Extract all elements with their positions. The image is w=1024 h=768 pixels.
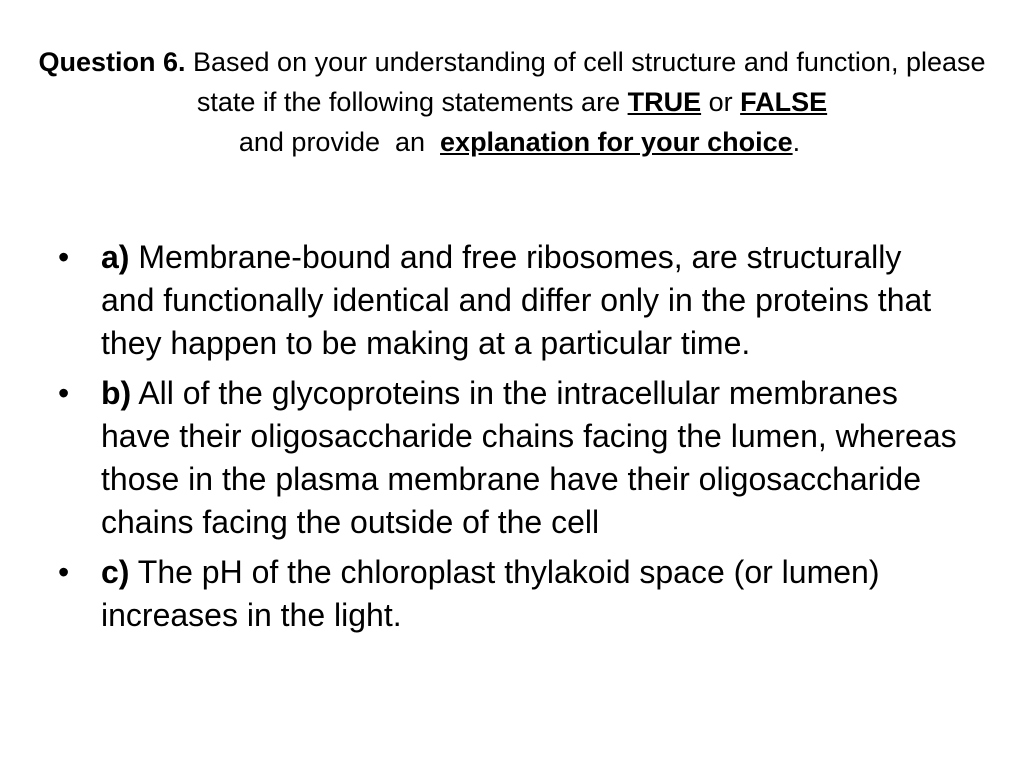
question-heading [30,42,994,162]
statement-a [58,236,958,365]
question-text-part-1: Based on your understanding of cell structure and function, please state if the following statements are [185,47,986,117]
statement-text: Membrane-bound and free ribosomes, are structurally and functionally identical and differ only in the proteins that they happen to be making at a particular time. [101,239,932,361]
statement-label: b) [101,375,132,411]
question-label: Question 6. [38,47,186,77]
question-text-part-3: and provide an [223,127,441,157]
explanation-phrase: explanation for your choice [440,127,793,157]
statement-c [58,551,958,637]
statement-b [58,372,958,544]
question-text-part-4: . [792,127,801,157]
bullet-icon: • [58,554,70,590]
bullet-icon: • [58,239,70,275]
statement-text: The pH of the chloroplast thylakoid space (or lumen) increases in the light. [101,554,880,633]
statement-label: c) [101,554,130,590]
true-keyword: TRUE [627,87,702,117]
question-text-part-2: or [701,87,741,117]
bullet-icon: • [58,375,70,411]
false-keyword: FALSE [740,87,828,117]
statement-label: a) [101,239,130,275]
statement-text: All of the glycoproteins in the intracellular membranes have their oligosaccharide chains facing the lumen, whereas those in the plasma membrane have their oligosaccharide chains facing the outside of the cell [101,375,957,540]
statement-list [58,236,958,644]
